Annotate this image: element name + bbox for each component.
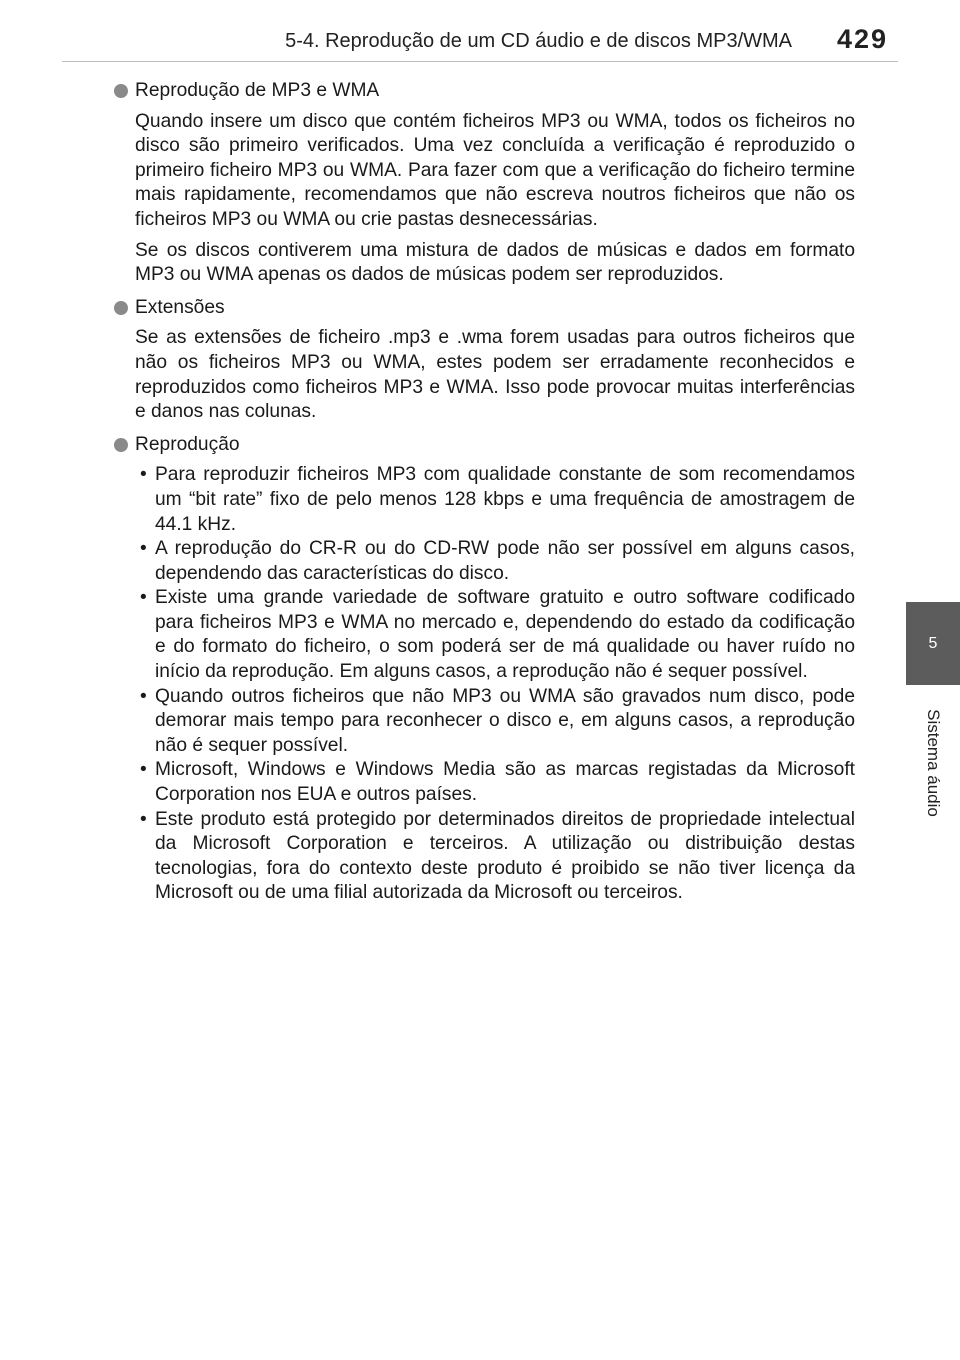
section-heading <box>112 433 855 458</box>
list-bullet: • <box>140 808 147 830</box>
section-mp3-wma <box>112 79 855 288</box>
section-playback <box>112 433 855 906</box>
filled-circle-icon <box>114 84 128 98</box>
list-item-text: Microsoft, Windows e Windows Media são as marcas registadas da Microsoft Corporation nos EUA e outros países. <box>155 759 855 806</box>
header-divider <box>62 61 898 62</box>
section-heading <box>112 79 855 104</box>
list-item <box>112 808 855 906</box>
section-heading-text: Reprodução <box>135 433 240 455</box>
list-bullet: • <box>140 464 147 486</box>
section-heading <box>112 296 855 321</box>
list-item <box>112 537 855 586</box>
list-item <box>112 463 855 537</box>
filled-circle-icon <box>114 438 128 452</box>
section-extensions <box>112 296 855 425</box>
playback-list <box>112 463 855 906</box>
paragraph: Se os discos contiverem uma mistura de dados de músicas e dados em formato MP3 ou WMA apenas os dados de músicas podem ser reproduzidos. <box>135 239 855 286</box>
page-content <box>112 79 855 914</box>
list-bullet: • <box>140 538 147 560</box>
section-title: 5-4. Reprodução de um CD áudio e de discos MP3/WMA <box>285 30 792 52</box>
list-item <box>112 758 855 807</box>
chapter-label-text: Sistema áudio <box>924 709 943 817</box>
list-item-text: Para reproduzir ficheiros MP3 com qualidade constante de som recomendamos um “bit rate” fixo de pelo menos 128 kbps e uma frequência de amostragem de 44.1 kHz. <box>155 464 855 535</box>
paragraph: Quando insere um disco que contém ficheiros MP3 ou WMA, todos os ficheiros no disco são primeiro verificados. Uma vez concluída a verificação é reproduzido o primeiro ficheiro MP3 ou WMA. Para fazer com que a verificação do ficheiro termine mais rapidamente, recomendamos que não escreva noutros ficheiros que não os ficheiros MP3 ou WMA ou crie pastas desnecessárias. <box>135 110 855 230</box>
chapter-tab <box>906 602 960 685</box>
list-bullet: • <box>140 685 147 707</box>
list-item <box>112 685 855 759</box>
paragraph: Se as extensões de ficheiro .mp3 e .wma forem usadas para outros ficheiros que não os ficheiros MP3 ou WMA, estes podem ser erradamente reconhecidos e reproduzidos como ficheiros MP3 e WMA. Isso pode provocar muitas interferências e danos nas colunas. <box>135 327 855 423</box>
page-header <box>0 0 960 62</box>
list-item-text: Quando outros ficheiros que não MP3 ou WMA são gravados num disco, pode demorar mais tempo para reconhecer o disco e, em alguns casos, a reprodução não é sequer possível. <box>155 685 855 756</box>
chapter-label <box>906 688 960 838</box>
filled-circle-icon <box>114 301 128 315</box>
section-heading-text: Reprodução de MP3 e WMA <box>135 80 380 101</box>
list-bullet: • <box>140 587 147 609</box>
list-item-text: A reprodução do CR-R ou do CD-RW pode não ser possível em alguns casos, dependendo das características do disco. <box>155 538 855 584</box>
list-item-text: Este produto está protegido por determinados direitos de propriedade intelectual da Microsoft Corporation e terceiros. A utilização ou distribuição destas tecnologias, fora do contexto deste produto é proibido se não tiver licença da Microsoft ou de uma filial autorizada da Microsoft ou terceiros. <box>155 808 855 904</box>
list-bullet: • <box>140 759 147 781</box>
section-heading-text: Extensões <box>135 296 225 318</box>
list-item <box>112 586 855 684</box>
page-number: 429 <box>836 24 888 54</box>
list-item-text: Existe uma grande variedade de software gratuito e outro software codificado para ficheiros MP3 e WMA no mercado e, dependendo do estado da codificação e do formato do ficheiro, o som poderá ser de má qualidade ou haver ruído no início da reprodução. Em alguns casos, a reprodução não é sequer possível. <box>155 587 855 683</box>
chapter-number: 5 <box>928 634 938 652</box>
